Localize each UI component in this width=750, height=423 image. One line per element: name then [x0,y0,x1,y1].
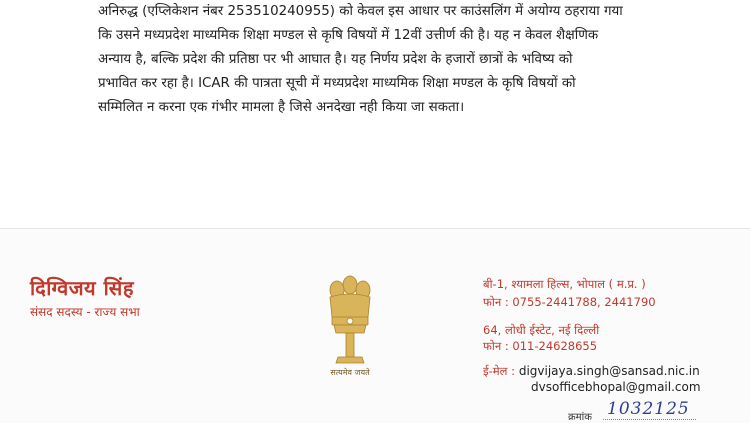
letter-line: सम्मिलित न करना एक गंभीर मामला है जिसे अनदेखा नही किया जा सकता। [98,100,465,115]
kramank-label: क्रमांक [568,412,592,423]
phone-bhopal: फोन : 0755-2441788, 2441790 [483,295,656,309]
national-emblem-icon [320,273,380,369]
letter-line: प्रभावित कर रहा है। ICAR की पात्रता सूची में मध्यप्रदेश माध्यमिक शिक्षा मण्डल के कृषि विषयों को [98,76,576,91]
letter-line: अन्याय है, बल्कि प्रदेश की प्रतिष्ठा पर भी आघात है। यह निर्णय प्रदेश के हजारों छात्रों के भविष्य को [98,52,573,67]
address-delhi: 64, लोधी ईस्टेट, नई दिल्ली [483,323,600,337]
email-row-1 [483,364,700,379]
address-bhopal: बी-1, श्यामला हिल्स, भोपाल ( म.प्र. ) [483,277,646,291]
letterhead [0,228,750,423]
phone-delhi: फोन : 011-24628655 [483,339,598,353]
email-label: ई-मेल : [483,364,515,378]
sender-designation: संसद सदस्य - राज्य सभा [30,305,140,319]
kramank-value: 1032125 [603,399,696,420]
emblem-motto: सत्यमेव जयते [330,368,370,377]
letter-line: अनिरुद्ध (एप्लिकेशन नंबर 253510240955) को केवल इस आधार पर काउंसलिंग में अयोग्य ठहराया गया [98,4,623,19]
sender-name: दिग्विजय सिंह [30,276,134,300]
letter-line: कि उसने मध्यप्रदेश माध्यमिक शिक्षा मण्डल से कृषि विषयों में 12वीं उत्तीर्ण की है। यह न केवल शैक्षणिक [98,28,599,43]
email-1[interactable]: digvijaya.singh@sansad.nic.in [518,364,700,378]
email-2[interactable]: dvsofficebhopal@gmail.com [531,380,701,394]
letter-paragraph [98,0,668,120]
